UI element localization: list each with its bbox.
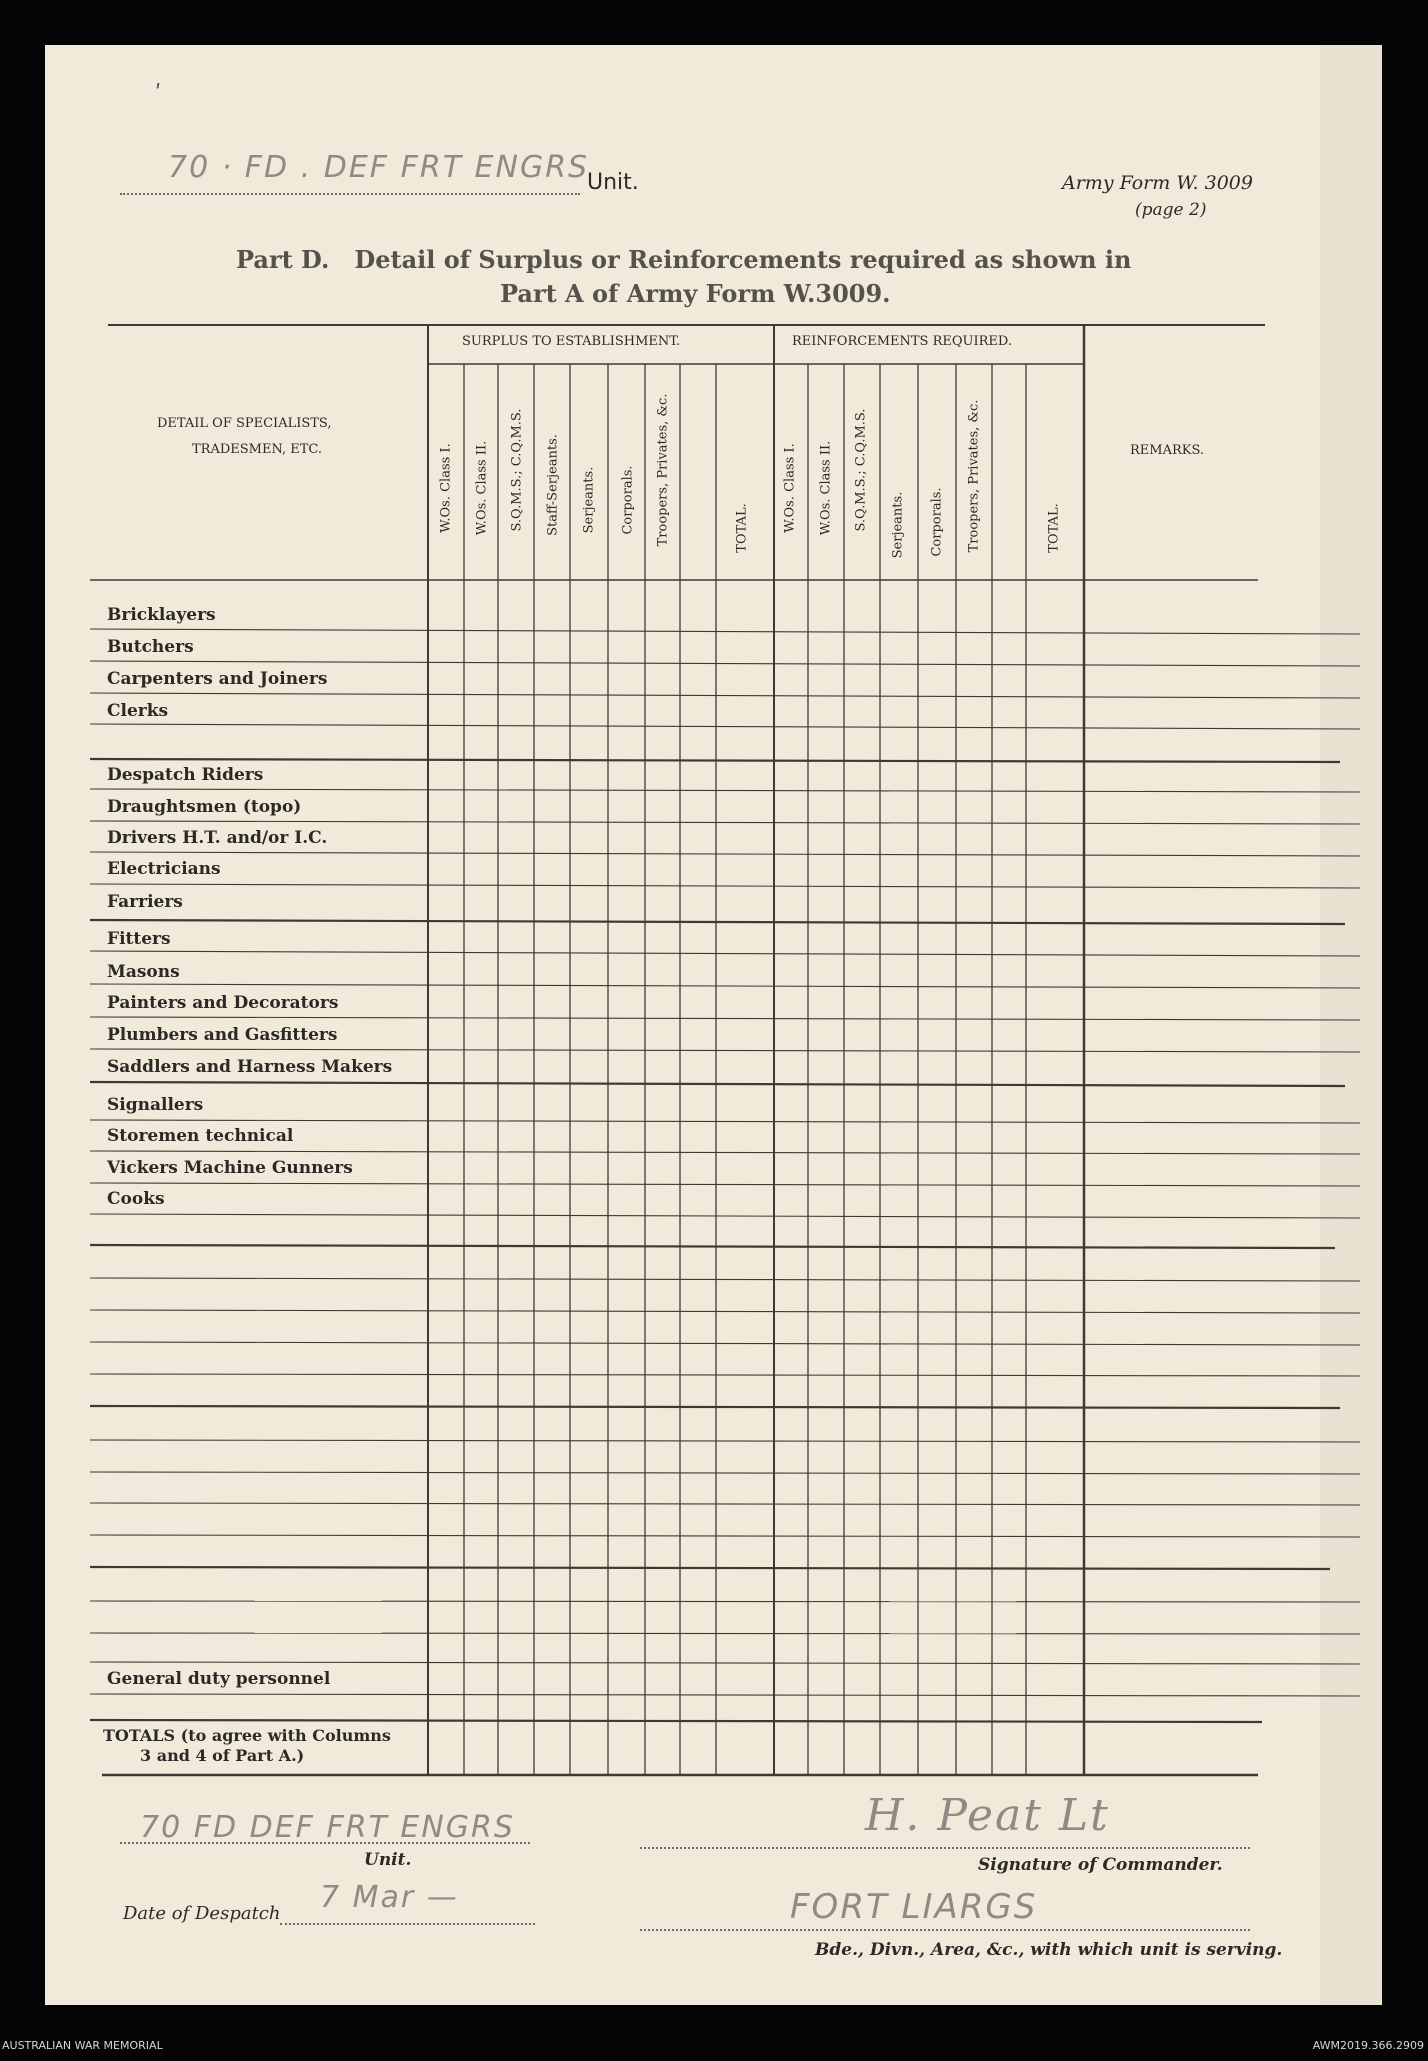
row-label: General duty personnel	[107, 1669, 331, 1689]
archive-footer	[0, 2031, 1428, 2061]
surplus-col-wo1: W.Os. Class I.	[438, 443, 454, 533]
totals-label-2: 3 and 4 of Part A.)	[140, 1746, 305, 1765]
surplus-col-sqms: S.Q.M.S.; C.Q.M.S.	[509, 408, 525, 532]
reinf-col-sqms: S.Q.M.S.; C.Q.M.S.	[853, 408, 869, 532]
surplus-col-wo2: W.Os. Class II.	[474, 440, 490, 536]
page-reference: (page 2)	[1135, 200, 1207, 220]
commander-signature: H. Peat Lt	[865, 1790, 1110, 1841]
row-label: Cooks	[107, 1189, 165, 1209]
reinf-col-total: TOTAL.	[1046, 503, 1062, 553]
row-label: Masons	[107, 962, 180, 982]
row-label: Plumbers and Gasfitters	[107, 1025, 338, 1045]
formation-handwritten: FORT LIARGS	[790, 1887, 1038, 1927]
reinf-col-troopers: Troopers, Privates, &c.	[966, 399, 982, 553]
bottom-unit-handwritten: 70 FD DEF FRT ENGRS	[140, 1810, 515, 1845]
formation-dotline	[640, 1929, 1250, 1931]
surplus-header: SURPLUS TO ESTABLISHMENT.	[462, 334, 681, 349]
row-label: Butchers	[107, 637, 194, 657]
bottom-unit-label: Unit.	[364, 1850, 412, 1870]
row-label: Bricklayers	[107, 605, 216, 625]
signature-label: Signature of Commander.	[978, 1855, 1223, 1875]
form-reference: Army Form W. 3009	[1062, 172, 1253, 194]
unit-handwritten: 70 · FD . DEF FRT ENGRS	[168, 150, 590, 185]
detail-header-1: DETAIL OF SPECIALISTS,	[157, 416, 332, 431]
surplus-col-troopers: Troopers, Privates, &c.	[655, 393, 671, 547]
row-label: Signallers	[107, 1095, 204, 1115]
row-label: Carpenters and Joiners	[107, 669, 328, 689]
tick-mark: ʹ	[155, 82, 162, 107]
form-title-line2: Part A of Army Form W.3009.	[500, 279, 891, 308]
date-label: Date of Despatch	[123, 1903, 281, 1924]
totals-label-1: TOTALS (to agree with Columns	[103, 1726, 391, 1745]
formation-label: Bde., Divn., Area, &c., with which unit is serving.	[815, 1940, 1283, 1960]
reinf-col-serjeants: Serjeants.	[890, 491, 906, 559]
row-label: Clerks	[107, 701, 169, 721]
surplus-col-staff-serjeants: Staff-Serjeants.	[545, 434, 561, 536]
row-label: Despatch Riders	[107, 765, 264, 785]
archive-id: AWM2019.366.2909	[1312, 2039, 1424, 2052]
surplus-col-corporals: Corporals.	[620, 465, 636, 535]
row-label: Storemen technical	[107, 1126, 294, 1146]
date-handwritten: 7 Mar —	[320, 1880, 459, 1915]
surplus-col-total: TOTAL.	[734, 503, 750, 553]
date-dotline	[280, 1923, 535, 1925]
reinforcements-header: REINFORCEMENTS REQUIRED.	[792, 334, 1012, 349]
row-label: Saddlers and Harness Makers	[107, 1057, 393, 1077]
form-title-line1: Part D. Detail of Surplus or Reinforcements required as shown in	[236, 245, 1132, 274]
unit-label: Unit.	[587, 170, 639, 195]
signature-dotline	[640, 1847, 1250, 1849]
reinf-col-wo2: W.Os. Class II.	[818, 440, 834, 536]
row-label: Draughtsmen (topo)	[107, 797, 302, 817]
reinf-col-wo1: W.Os. Class I.	[782, 443, 798, 533]
row-label: Electricians	[107, 859, 221, 879]
row-label: Farriers	[107, 892, 183, 912]
row-label: Vickers Machine Gunners	[107, 1158, 353, 1178]
surplus-col-serjeants: Serjeants.	[581, 466, 597, 534]
row-label: Fitters	[107, 929, 171, 949]
reinf-col-corporals: Corporals.	[929, 487, 945, 557]
bottom-unit-dotline	[120, 1842, 530, 1844]
row-label: Drivers H.T. and/or I.C.	[107, 828, 328, 848]
detail-header-2: TRADESMEN, ETC.	[192, 442, 323, 457]
remarks-header: REMARKS.	[1130, 443, 1205, 458]
archive-credit: AUSTRALIAN WAR MEMORIAL	[2, 2039, 163, 2052]
row-label: Painters and Decorators	[107, 993, 339, 1013]
